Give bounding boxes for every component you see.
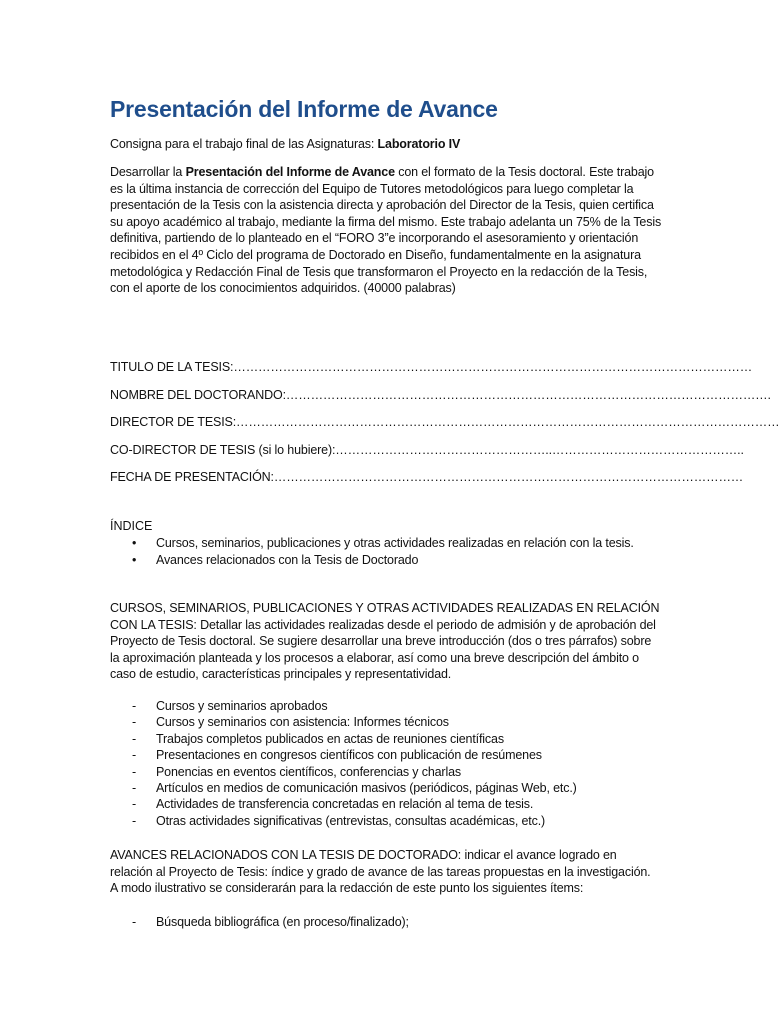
section2-list bbox=[110, 914, 409, 930]
section1-item-text: Cursos y seminarios aprobados bbox=[156, 699, 328, 713]
intro-text-a: Desarrollar la bbox=[110, 165, 186, 179]
field-doctorando: NOMBRE DEL DOCTORANDO:………………………………………………………………………………………………………. bbox=[110, 388, 771, 402]
section1-item-text: Ponencias en eventos científicos, conferencias y charlas bbox=[156, 764, 461, 779]
list-item bbox=[110, 698, 577, 714]
dash-marker: - bbox=[132, 764, 137, 779]
list-item bbox=[110, 535, 634, 552]
list-item bbox=[110, 780, 577, 796]
dash-marker: - bbox=[132, 781, 137, 796]
list-item bbox=[110, 813, 577, 829]
indice-heading: ÍNDICE bbox=[110, 519, 153, 533]
section1-item-text: Actividades de transferencia concretadas en relación al tema de tesis. bbox=[156, 797, 534, 812]
section1-list bbox=[110, 698, 577, 829]
section2-text-line2: A modo ilustrativo se considerarán para la redacción de este punto los siguientes ítems: bbox=[110, 881, 584, 896]
dash-marker: - bbox=[132, 731, 137, 746]
dash-marker: - bbox=[132, 813, 137, 828]
section1-item-text: Artículos en medios de comunicación masivos (periódicos, páginas Web, etc.) bbox=[156, 781, 577, 796]
dash-marker: - bbox=[132, 915, 137, 929]
section2-item-text: Búsqueda bibliográfica (en proceso/finalizado); bbox=[156, 915, 409, 929]
list-item bbox=[110, 747, 577, 763]
field-director: DIRECTOR DE TESIS:…………………………………………………………………………………………………………………… bbox=[110, 415, 779, 429]
section1-item-text: Trabajos completos publicados en actas de reuniones científicas bbox=[156, 731, 504, 746]
intro-text-bold: Presentación del Informe de Avance bbox=[185, 165, 395, 179]
section2-paragraph bbox=[110, 847, 662, 897]
indice-list bbox=[110, 535, 634, 568]
field-fecha: FECHA DE PRESENTACIÓN:…………………………………………………………………………………………………… bbox=[110, 470, 744, 484]
consigna-line bbox=[110, 136, 662, 153]
section1-paragraph: CURSOS, SEMINARIOS, PUBLICACIONES Y OTRAS ACTIVIDADES REALIZADAS EN RELACIÓN CON LA TESIS: Detallar las actividades realizadas desde el periodo de admisión y de aprobación del Proyecto de Tesis doctoral. Se sugiere desarrollar una breve introducción (dos o tres párrafos) sobre la aproximación planteada y los procesos a elaborar, así como una breve descripción del ámbito o caso de estudio, características principales y representatividad. bbox=[110, 601, 660, 682]
indice-item-text: Avances relacionados con la Tesis de Doctorado bbox=[156, 552, 419, 567]
dash-marker: - bbox=[132, 715, 137, 730]
dash-marker: - bbox=[132, 748, 137, 763]
section1-item-text: Otras actividades significativas (entrevistas, consultas académicas, etc.) bbox=[156, 813, 546, 828]
section1-item-text: Cursos y seminarios con asistencia: Informes técnicos bbox=[156, 715, 449, 730]
list-item bbox=[110, 731, 577, 747]
document-title: Presentación del Informe de Avance bbox=[110, 96, 498, 122]
intro-paragraph bbox=[110, 164, 662, 297]
section2-text: AVANCES RELACIONADOS CON LA TESIS DE DOCTORADO: indicar el avance logrado en relación al Proyecto de Tesis: índice y grado de avance de las tareas propuestas en la investigación. bbox=[110, 848, 651, 879]
consigna-course: Laboratorio IV bbox=[377, 137, 461, 151]
section1-item-text: Presentaciones en congresos científicos con publicación de resúmenes bbox=[156, 748, 542, 763]
indice-item-text: Cursos, seminarios, publicaciones y otras actividades realizadas en relación con la tesis. bbox=[156, 536, 634, 550]
consigna-prefix: Consigna para el trabajo final de las Asignaturas: bbox=[110, 137, 378, 151]
list-item bbox=[110, 552, 634, 569]
dash-marker: - bbox=[132, 797, 137, 812]
field-titulo: TITULO DE LA TESIS:……………………………………………………………………………………………………………… bbox=[110, 360, 753, 374]
intro-text-b: con el formato de la Tesis doctoral. Este trabajo es la última instancia de corrección del Equipo de Tutores metodológicos para luego completar la presentación de la Tesis con la asistencia directa y aprobación del Director de la Tesis, quien certifica su apoyo académico al trabajo, mediante la firma del mismo. Este trabajo adelanta un 75% de la Tesis definitiva, partiendo de lo planteado en el “FORO 3”e incorporando el asesoramiento y orientación recibidos en el 4º Ciclo del programa de Doctorado en Diseño, fundamentalmente en la asignatura metodológica y Redacción Final de Tesis que transformaron el Proyecto en la redacción de la Tesis, con el aporte de los conocimientos adquiridos. (40000 palabras) bbox=[110, 165, 662, 296]
dash-marker: - bbox=[132, 699, 137, 713]
bullet-marker: • bbox=[132, 536, 137, 550]
list-item bbox=[110, 714, 577, 730]
bullet-marker: • bbox=[132, 552, 137, 567]
field-codirector: CO-DIRECTOR DE TESIS (si lo hubiere):……………………………………………..……………………………………….. bbox=[110, 443, 744, 457]
list-item bbox=[110, 764, 577, 780]
list-item bbox=[110, 796, 577, 812]
list-item bbox=[110, 914, 409, 930]
